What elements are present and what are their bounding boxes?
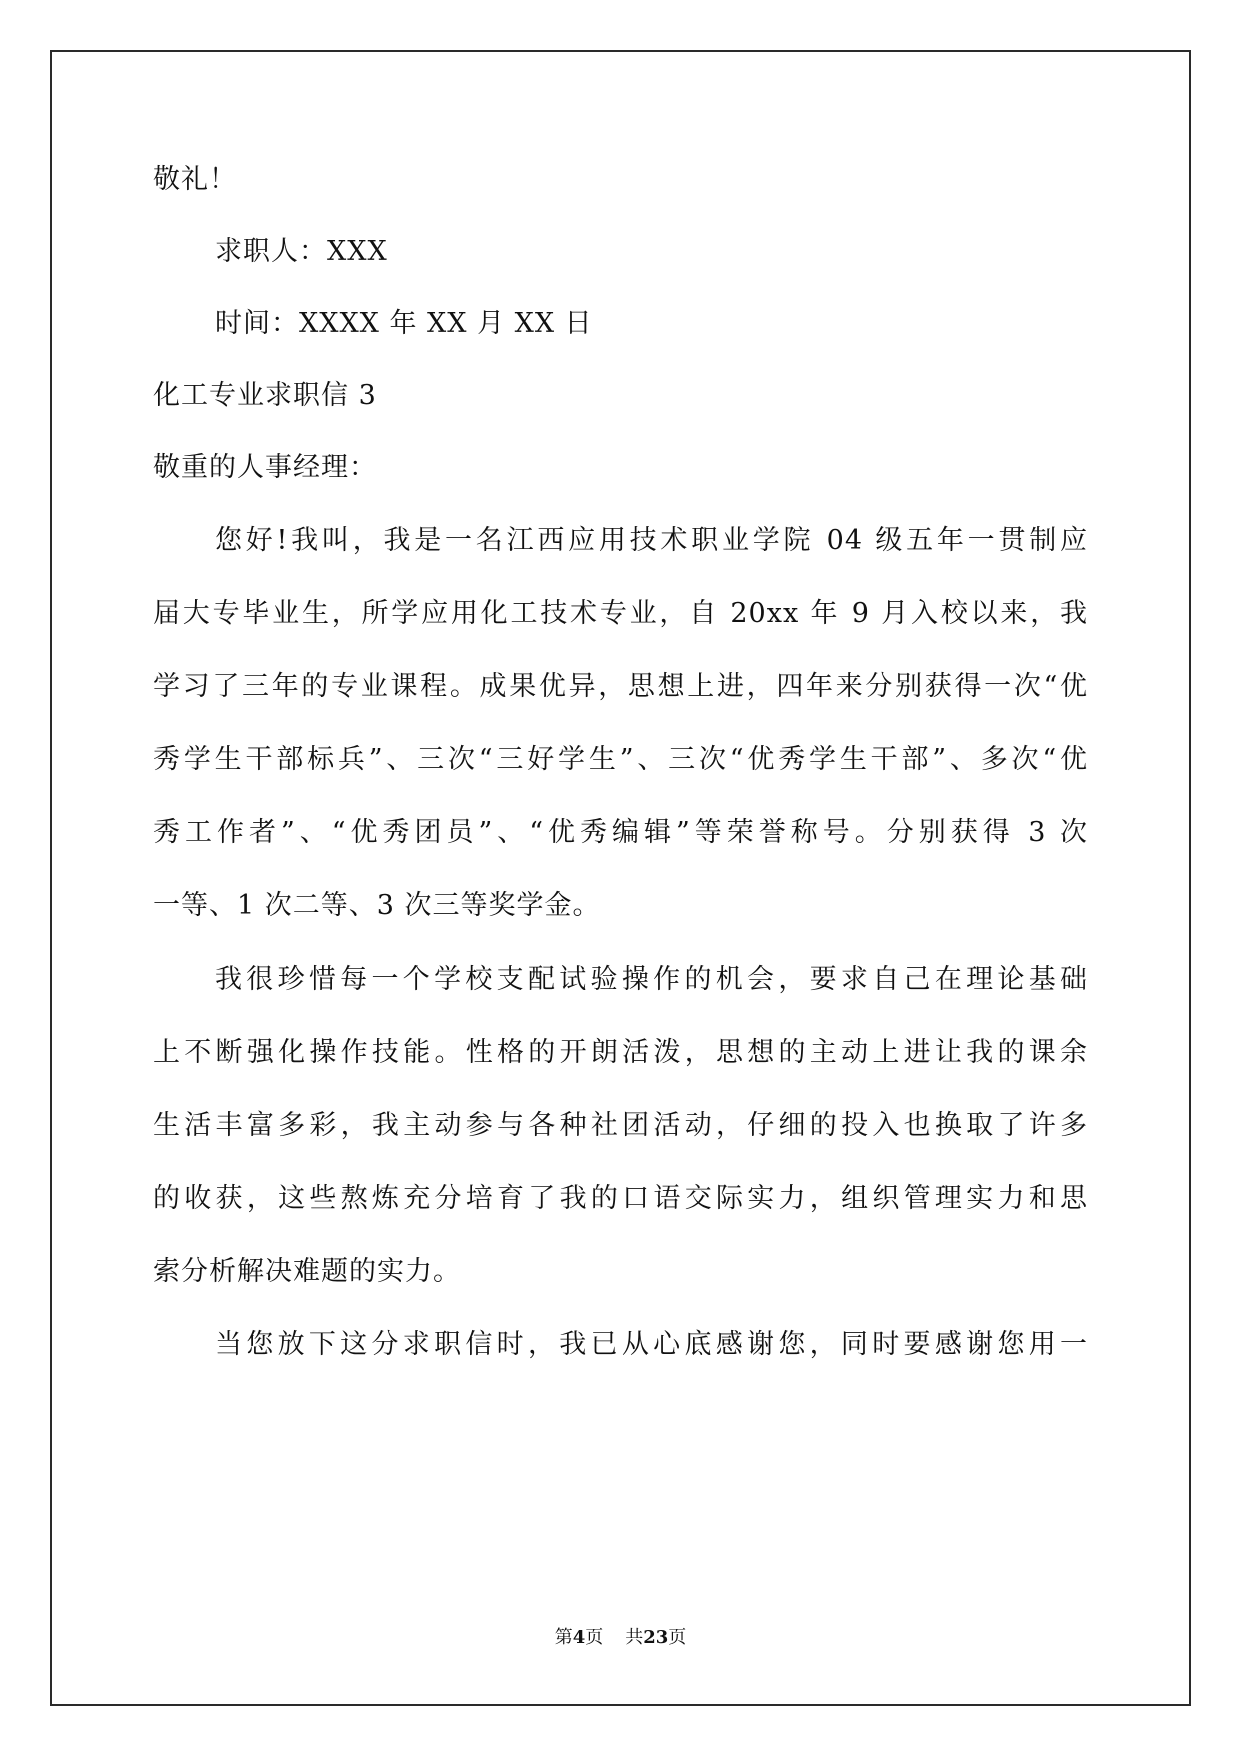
page-footer xyxy=(0,1626,1241,1650)
paragraph-2-line-5: 索分析解决难题的实力。 xyxy=(153,1256,461,1287)
paragraph-1-line-2: 届大专毕业生，所学应用化工技术专业，自 20xx 年 9 月入校以来，我 xyxy=(153,598,1088,629)
footer-total-pages: 23 xyxy=(643,1627,669,1648)
paragraph-1-line-6: 一等、1 次二等、3 次三等奖学金。 xyxy=(153,890,601,921)
page-frame xyxy=(50,50,1191,1706)
paragraph-1-line-1: 您好!我叫，我是一名江西应用技术职业学院 04 级五年一贯制应 xyxy=(215,525,1088,556)
paragraph-1-line-4: 秀学生干部标兵”、三次“三好学生”、三次“优秀学生干部”、多次“优 xyxy=(153,744,1088,775)
footer-total-label: 页 xyxy=(668,1627,687,1648)
paragraph-2-line-3: 生活丰富多彩，我主动参与各种社团活动，仔细的投入也换取了许多 xyxy=(153,1110,1088,1141)
greeting: 敬重的人事经理： xyxy=(153,452,377,483)
paragraph-2-line-4: 的收获，这些熬炼充分培育了我的口语交际实力，组织管理实力和思 xyxy=(153,1183,1088,1214)
closing-applicant: 求职人：XXX xyxy=(215,236,388,267)
footer-total-prefix: 共 xyxy=(625,1627,644,1648)
section-title: 化工专业求职信 3 xyxy=(153,380,377,411)
closing-date: 时间：XXXX 年 XX 月 XX 日 xyxy=(215,308,593,339)
footer-page-number: 4 xyxy=(572,1627,586,1648)
paragraph-2-line-1: 我很珍惜每一个学校支配试验操作的机会，要求自己在理论基础 xyxy=(215,964,1088,995)
paragraph-2-line-2: 上不断强化操作技能。性格的开朗活泼，思想的主动上进让我的课余 xyxy=(153,1037,1088,1068)
footer-prefix: 第 xyxy=(554,1627,573,1648)
footer-page-label: 页 xyxy=(585,1627,604,1648)
paragraph-3-line-1: 当您放下这分求职信时，我已从心底感谢您，同时要感谢您用一 xyxy=(215,1329,1088,1360)
paragraph-1-line-5: 秀工作者”、“优秀团员”、“优秀编辑”等荣誉称号。分别获得 3 次 xyxy=(153,817,1088,848)
closing-salute: 敬礼！ xyxy=(153,164,237,195)
paragraph-1-line-3: 学习了三年的专业课程。成果优异，思想上进，四年来分别获得一次“优 xyxy=(153,671,1088,702)
